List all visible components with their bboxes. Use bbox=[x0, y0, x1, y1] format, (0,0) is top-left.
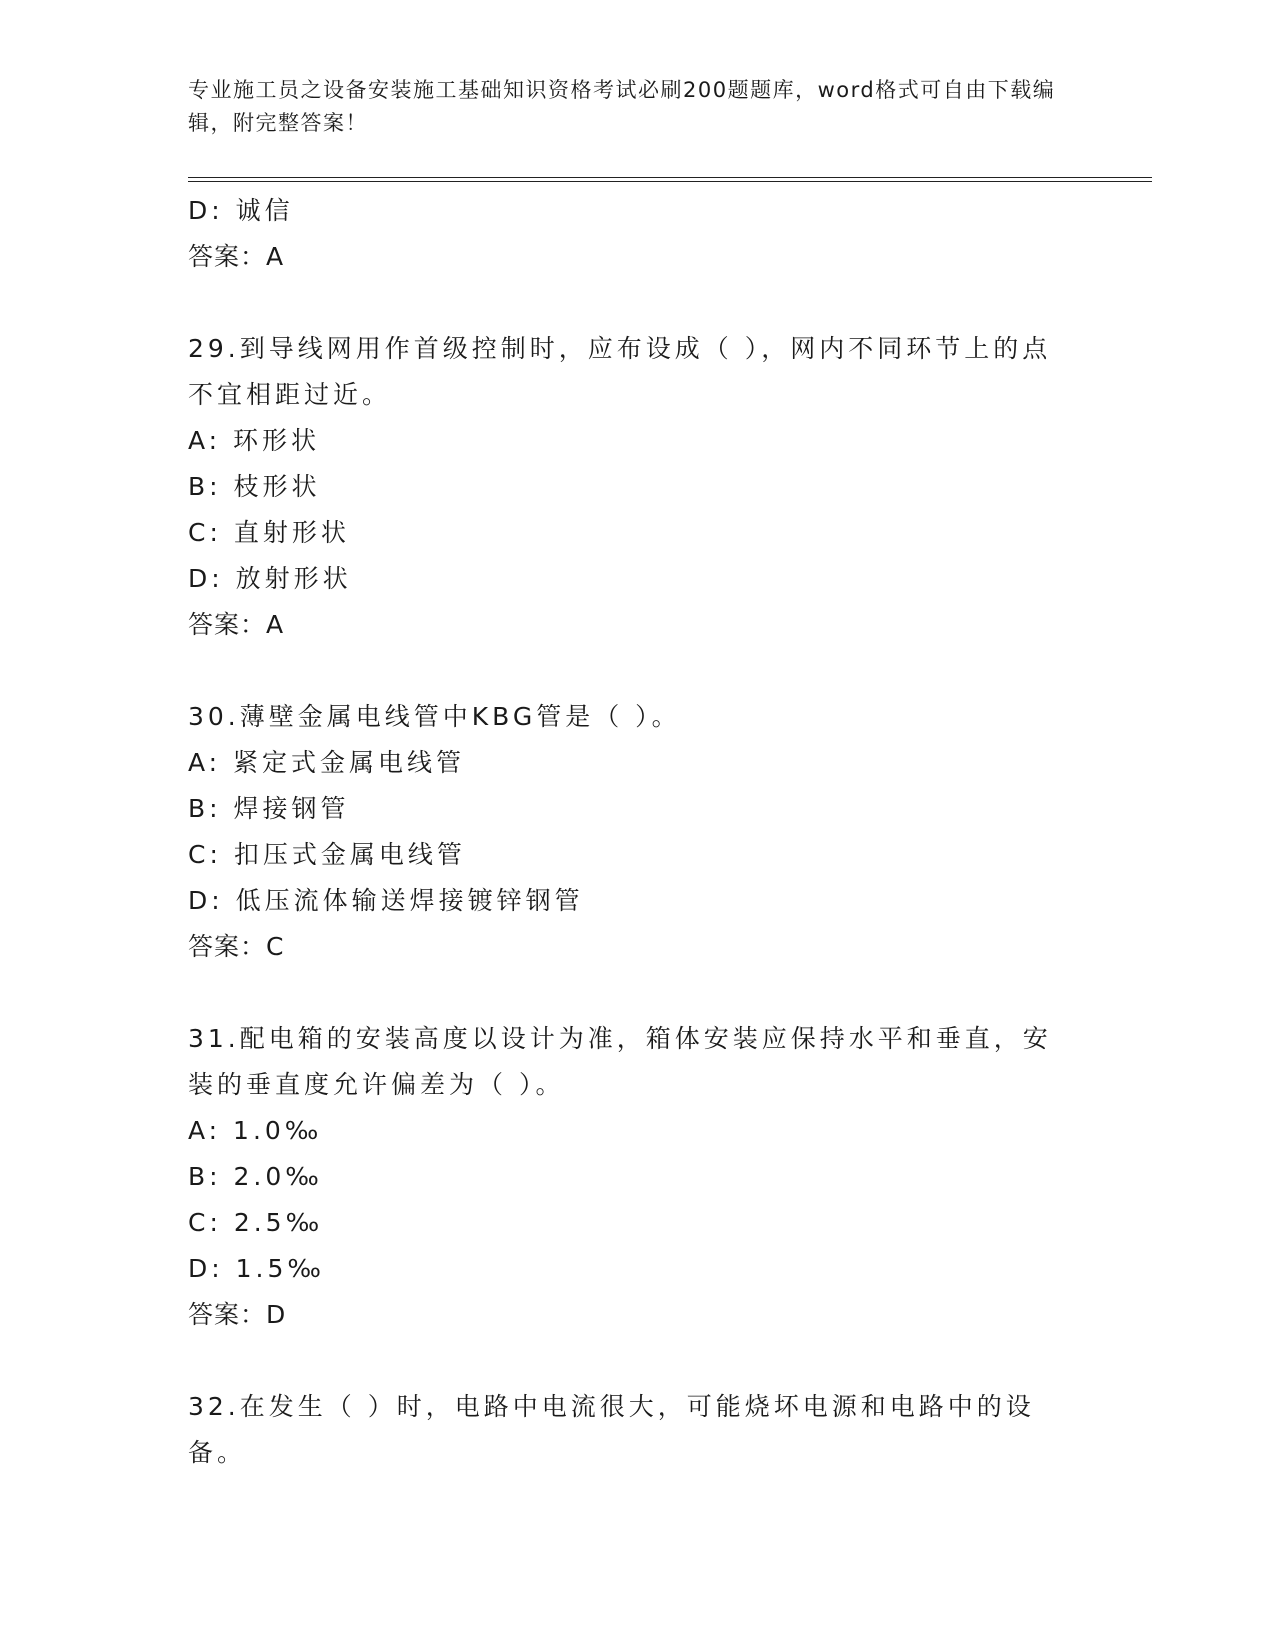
document-header bbox=[188, 74, 1078, 140]
previous-question-tail bbox=[188, 188, 1078, 280]
question-31 bbox=[188, 1016, 1078, 1338]
option-c: C: 直射形状 bbox=[188, 518, 350, 547]
option-a: A: 1.0‰ bbox=[188, 1116, 323, 1145]
option-d: D: 1.5‰ bbox=[188, 1254, 325, 1283]
option-b: B: 2.0‰ bbox=[188, 1162, 323, 1191]
answer: 答案：A bbox=[188, 610, 285, 639]
spacer bbox=[188, 970, 1078, 1016]
question-text: 32.在发生（ ）时，电路中电流很大，可能烧坏电源和电路中的设备。 bbox=[188, 1392, 1035, 1467]
option-d: D: 诚信 bbox=[188, 196, 294, 225]
option-d: D: 低压流体输送焊接镀锌钢管 bbox=[188, 886, 584, 915]
option-c: C: 扣压式金属电线管 bbox=[188, 840, 466, 869]
document-body bbox=[188, 188, 1078, 1476]
option-a: A: 环形状 bbox=[188, 426, 321, 455]
spacer bbox=[188, 1338, 1078, 1384]
question-text: 30.薄壁金属电线管中KBG管是（ ）。 bbox=[188, 702, 681, 731]
answer: 答案：A bbox=[188, 242, 285, 271]
option-d: D: 放射形状 bbox=[188, 564, 352, 593]
option-c: C: 2.5‰ bbox=[188, 1208, 324, 1237]
header-title: 专业施工员之设备安装施工基础知识资格考试必刷200题题库，word格式可自由下载编辑，附完整答案！ bbox=[188, 78, 1056, 135]
question-29 bbox=[188, 326, 1078, 648]
question-text: 31.配电箱的安装高度以设计为准，箱体安装应保持水平和垂直，安装的垂直度允许偏差为（ ）。 bbox=[188, 1024, 1052, 1099]
question-32 bbox=[188, 1384, 1078, 1476]
option-b: B: 枝形状 bbox=[188, 472, 321, 501]
question-30 bbox=[188, 694, 1078, 970]
spacer bbox=[188, 280, 1078, 326]
answer: 答案：C bbox=[188, 932, 285, 961]
header-divider-top bbox=[188, 177, 1152, 178]
question-text: 29.到导线网用作首级控制时，应布设成（ ），网内不同环节上的点不宜相距过近。 bbox=[188, 334, 1052, 409]
answer: 答案：D bbox=[188, 1300, 287, 1329]
header-divider-bottom bbox=[188, 181, 1152, 182]
option-a: A: 紧定式金属电线管 bbox=[188, 748, 466, 777]
option-b: B: 焊接钢管 bbox=[188, 794, 350, 823]
spacer bbox=[188, 648, 1078, 694]
